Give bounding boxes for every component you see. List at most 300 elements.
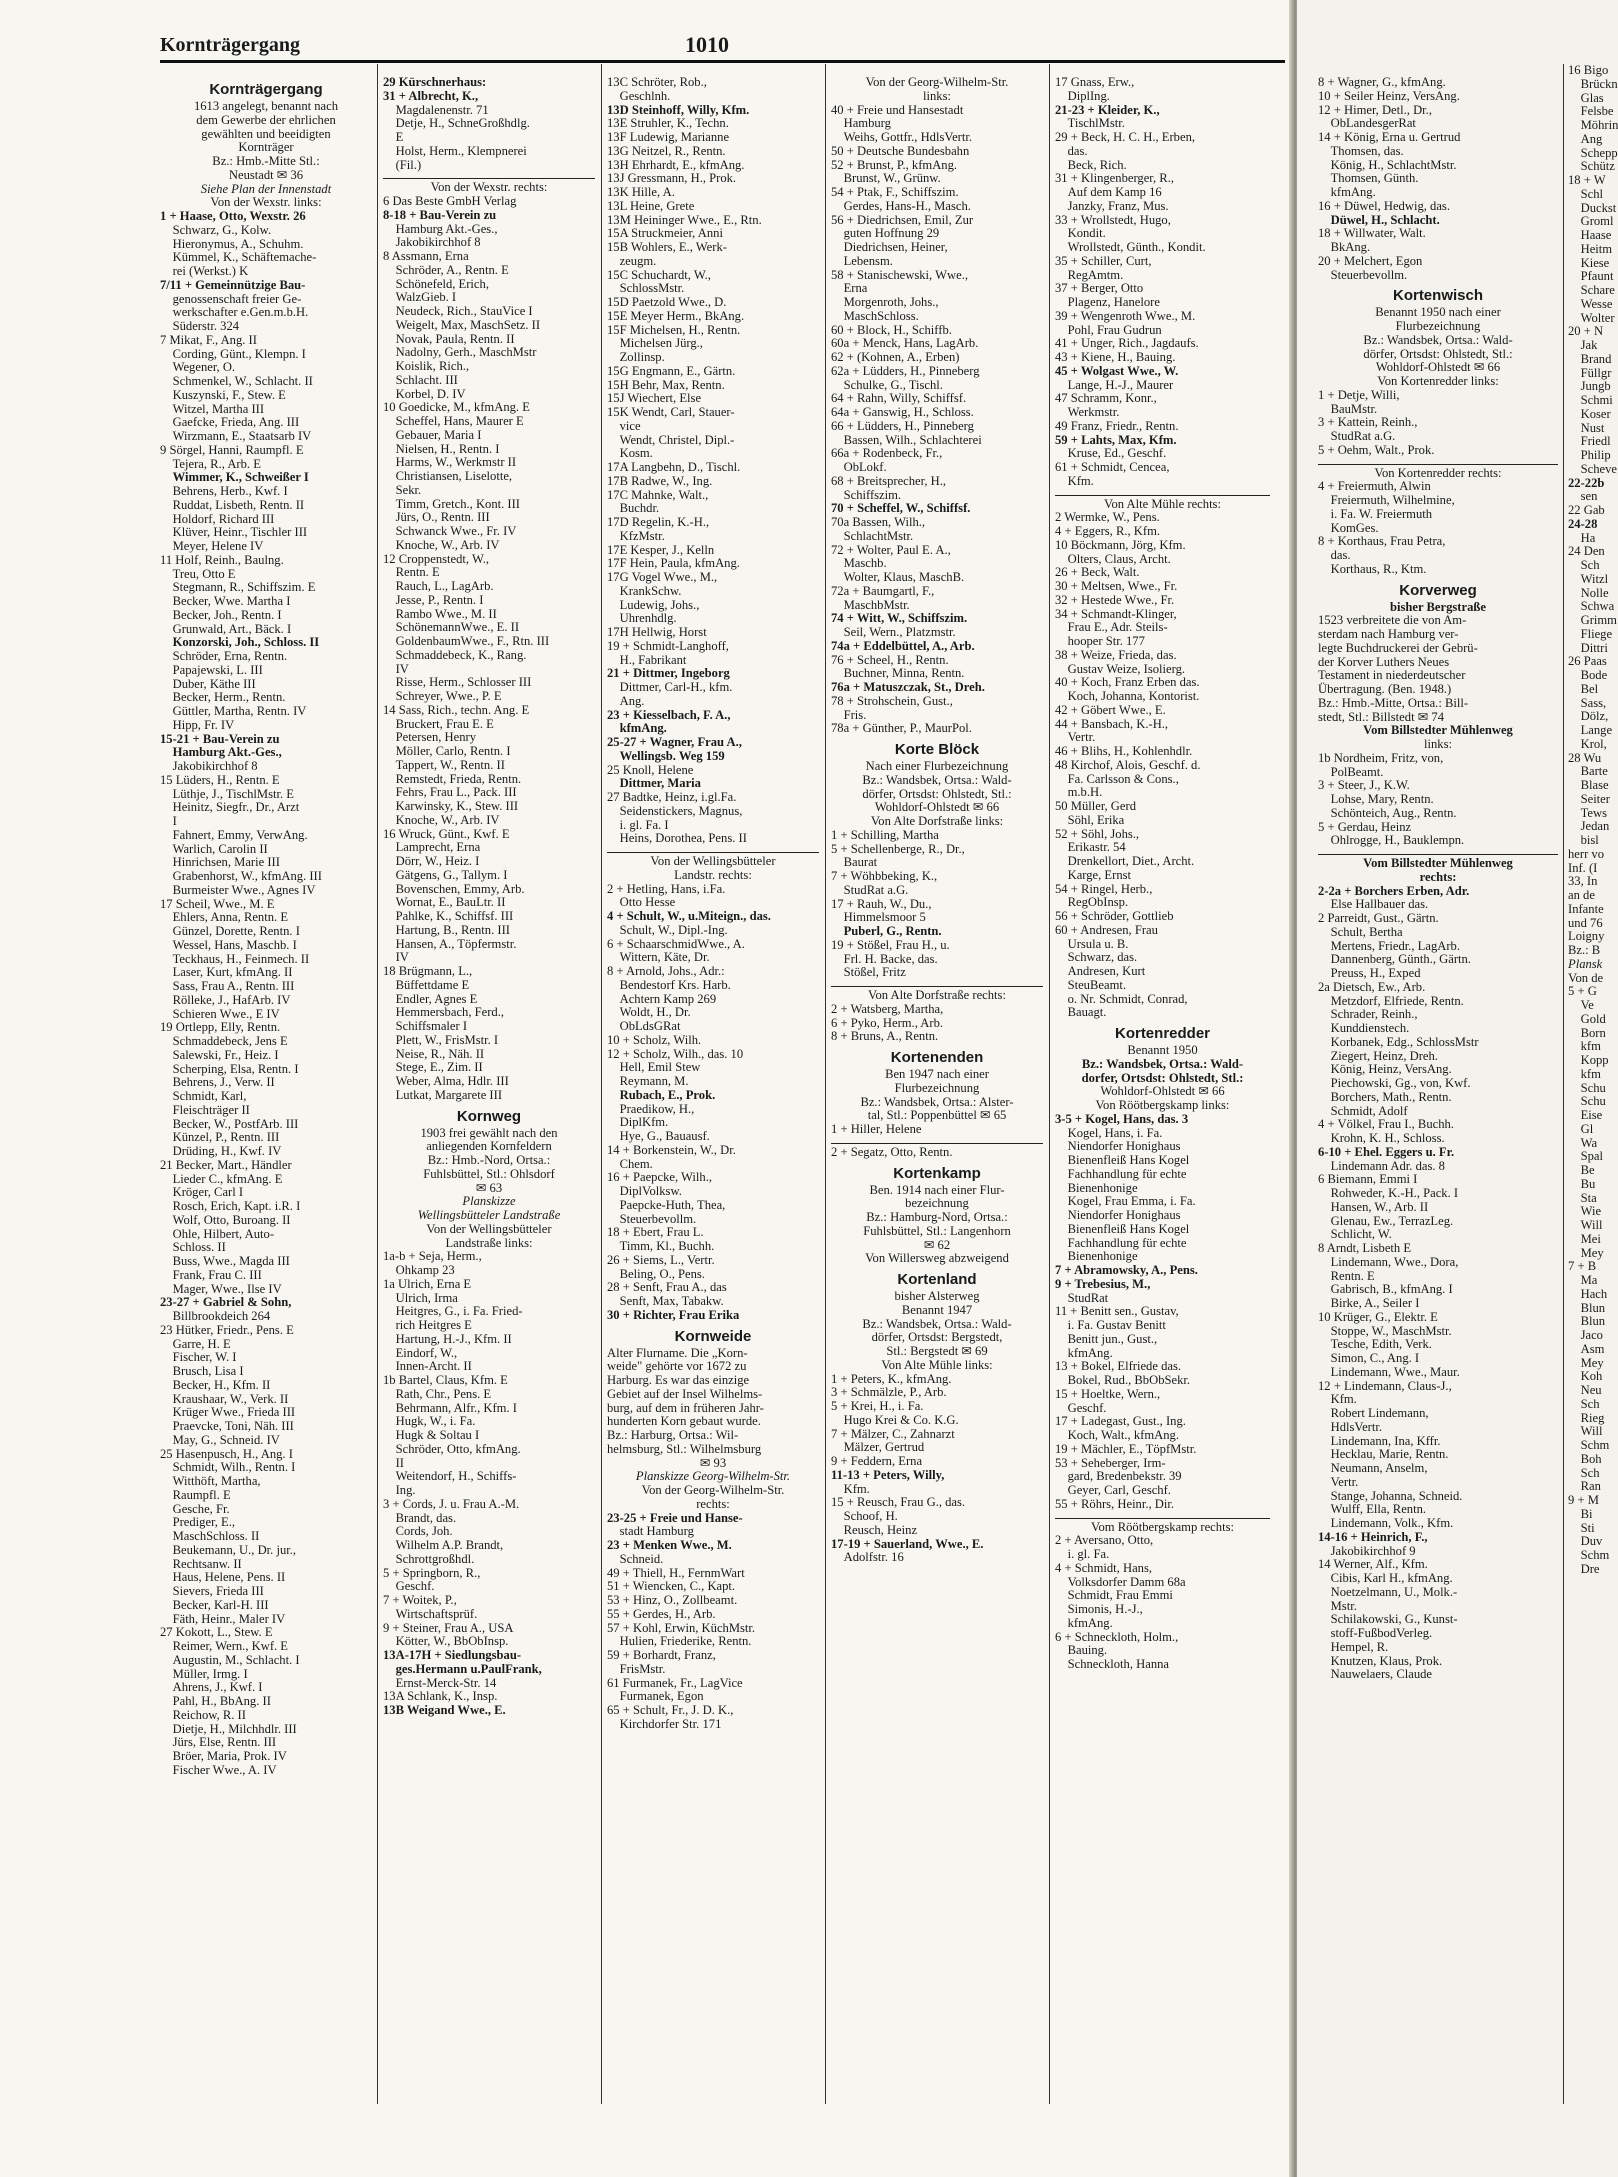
directory-entry-line: 1b Nordheim, Fritz, von, (1318, 750, 1444, 765)
directory-entry-line: 62a + Lüdders, H., Pinneberg (831, 363, 980, 378)
directory-entry-line: Wohldorf-Ohlstedt ✉ 66 (1100, 1084, 1225, 1099)
directory-entry-line: Schmidt, Karl, (160, 1089, 247, 1103)
directory-entry-line: 17 Gnass, Erw., (1055, 75, 1135, 89)
directory-entry-line: 31 + Klingenberger, R., (1055, 171, 1174, 186)
street-heading: Kortenland (897, 1271, 977, 1288)
directory-entry-line: Ben. 1914 nach einer Flur- (869, 1182, 1005, 1197)
directory-entry-line: 45 + Wolgast Wwe., W. (1055, 363, 1179, 378)
directory-entry-line: Fachhandlung für echte (1055, 1166, 1187, 1181)
directory-entry-line: 13C Schröter, Rob., (607, 75, 707, 89)
directory-entry-line: 15K Wendt, Carl, Stauer- (607, 405, 735, 419)
directory-entry-line: 23-25 + Freie und Hanse- (607, 1510, 743, 1525)
directory-entry-line: Brunst, W., Grünw. (831, 171, 941, 186)
directory-entry-line: DiplIng. (1055, 88, 1110, 103)
directory-entry-line: Novak, Paula, Rentn. II (383, 331, 515, 346)
directory-entry-line: Wolter (1568, 310, 1615, 325)
directory-entry-line: sen (1568, 489, 1598, 504)
directory-entry-line: Bienenhonige (1055, 1249, 1138, 1264)
directory-entry-line: Süderstr. 324 (160, 319, 240, 333)
directory-entry-line: Reimer, Wern., Kwf. E (160, 1639, 289, 1653)
directory-entry-line: 1 + Peters, K., kfmAng. (831, 1371, 952, 1386)
directory-entry-line: 62 + (Kohnen, A., Erben) (831, 350, 960, 364)
directory-entry-line: Rosch, Erich, Kapt. i.R. I (160, 1199, 301, 1213)
directory-entry-line: Niendorfer Honighaus (1055, 1139, 1181, 1154)
directory-entry-line: 7/11 + Gemeinnützige Bau- (160, 277, 306, 292)
directory-entry-line: Mertens, Friedr., LagArb. (1318, 938, 1460, 953)
directory-entry-line: 19 + Schmidt-Langhoff, (607, 638, 729, 653)
directory-entry-line: Brandt, das. (383, 1510, 457, 1525)
directory-entry-line: Baurat (831, 855, 878, 870)
directory-entry-line: Dannenberg, Günth., Gärtn. (1318, 952, 1471, 967)
directory-entry-line: 49 + Thiell, H., FernmWart (607, 1565, 745, 1580)
directory-entry-line: 21 Becker, Mart., Händler (160, 1157, 292, 1172)
directory-entry-line: 3 + Schmälzle, P., Arb. (831, 1385, 947, 1400)
directory-entry-line: Raumpfl. E (160, 1487, 231, 1502)
directory-entry-line: Koser (1568, 406, 1611, 421)
directory-entry-line: Uhrenhdlg. (607, 611, 677, 626)
directory-entry-line: 15C Schuchardt, W., (607, 267, 711, 282)
directory-entry-line: Erna (831, 281, 868, 296)
directory-entry-line: Von der Georg-Wilhelm-Str. (865, 75, 1009, 89)
directory-entry-line: 8 Arndt, Lisbeth E (1318, 1241, 1412, 1255)
directory-entry-line: Brusch, Lisa I (160, 1364, 244, 1378)
directory-entry-line: 40 + Freie und Hansestadt (831, 102, 964, 117)
directory-entry-line: Bokel, Rud., BbObSekr. (1055, 1373, 1191, 1387)
directory-entry-line: 1 + Detje, Willi, (1318, 387, 1400, 402)
directory-entry-line: Schlicht, W. (1318, 1227, 1392, 1242)
directory-column-3 (607, 76, 819, 2106)
directory-entry-line: Bz.: Wandsbek, Ortsa.: Wald- (1081, 1056, 1244, 1071)
directory-entry-line: IV (383, 950, 409, 965)
directory-entry-line: 52 + Söhl, Johs., (1055, 826, 1140, 841)
directory-entry-line: rei (Werkst.) K (160, 264, 249, 278)
directory-entry-line: 30 + Richter, Frau Erika (607, 1307, 740, 1322)
directory-entry-line: Konzorski, Joh., Schloss. II (160, 635, 320, 650)
directory-entry-line: 8 + Wagner, G., kfmAng. (1318, 75, 1446, 89)
directory-entry-line: 50 Müller, Gerd (1055, 799, 1136, 813)
directory-entry-line: DiplKfm. (607, 1115, 669, 1130)
directory-entry-line: Teckhaus, H., Feinmech. II (160, 951, 310, 966)
directory-entry-line: Kfm. (1055, 473, 1094, 488)
section-divider (1055, 1518, 1270, 1519)
directory-entry-line: Bi (1568, 1506, 1593, 1521)
directory-entry-line: 23-27 + Gabriel & Sohn, (160, 1295, 292, 1310)
directory-entry-line: 53 + Seheberger, Irm- (1055, 1455, 1166, 1470)
directory-entry-line: Koislik, Rich., (383, 359, 470, 373)
directory-entry-line: 1 + Hiller, Helene (831, 1122, 922, 1136)
directory-entry-line: Koch, Johanna, Kontorist. (1055, 689, 1200, 703)
directory-entry-line: Bz.: Hmb.-Mitte, Ortsa.: Bill- (1318, 695, 1469, 710)
directory-entry-line: 4 + Schult, W., u.Miteign., das. (607, 909, 771, 923)
directory-entry-line: Hartung, H.-J., Kfm. II (383, 1331, 512, 1346)
directory-entry-line: an de (1568, 888, 1595, 902)
directory-entry-line: Buchner, Minna, Rentn. (831, 666, 965, 681)
directory-entry-line: Hamburg (831, 116, 891, 131)
directory-entry-line: 7 + Woitek, P., (383, 1593, 457, 1607)
directory-entry-line: Von der Wexstr. rechts: (430, 180, 548, 195)
directory-entry-line: 14 + König, Erna u. Gertrud (1318, 130, 1461, 144)
directory-entry-line: burg, auf dem in früheren Jahr- (607, 1400, 764, 1415)
directory-entry-line: 52 + Brunst, P., kfmAng. (831, 157, 958, 172)
directory-entry-line: Sekr. (383, 482, 422, 497)
directory-entry-line: 70 + Scheffel, W., Schiffsf. (831, 501, 971, 516)
directory-entry-line: Cording, Günt., Klempn. I (160, 346, 306, 361)
directory-entry-line: i. Fa. Gustav Benitt (1055, 1318, 1166, 1332)
directory-entry-line: werkschafter e.Gen.m.b.H. (160, 305, 309, 320)
directory-entry-line: Gustav Weize, Isolierg. (1055, 661, 1186, 676)
directory-entry-line: Auf dem Kamp 16 (1055, 185, 1162, 199)
directory-entry-line: 22 Gab (1568, 503, 1605, 517)
directory-entry-line: Korbel, D. IV (383, 386, 466, 401)
directory-entry-line: 5 + Springborn, R., (383, 1565, 481, 1580)
directory-entry-line: 3 + Cords, J. u. Frau A.-M. (383, 1496, 520, 1511)
directory-entry-line: 8 + Korthaus, Frau Petra, (1318, 534, 1446, 549)
directory-entry-line: Brückn (1568, 76, 1618, 91)
directory-entry-line: Günzel, Dorette, Rentn. I (160, 924, 300, 938)
directory-entry-line: Heinitz, Siegfr., Dr., Arzt (160, 800, 300, 815)
directory-entry-line: Infante (1568, 901, 1604, 916)
directory-entry-line: 14-16 + Heinrich, F., (1318, 1529, 1428, 1544)
directory-entry-line: ObLokf. (831, 460, 887, 474)
directory-entry-line: 7 + Abramowsky, A., Pens. (1055, 1263, 1198, 1277)
directory-entry-line: Wittern, Käte, Dr. (607, 950, 710, 965)
directory-entry-line: Vertr. (1318, 1474, 1359, 1489)
directory-entry-line: 7 + B (1568, 1259, 1597, 1274)
directory-entry-line: 29 + Beck, H. C. H., Erben, (1055, 130, 1196, 144)
directory-entry-line: Von Alte Mühle rechts: (1104, 496, 1221, 511)
directory-entry-line: bisher Bergstraße (1390, 599, 1486, 614)
directory-entry-line: Becker, W., PostfArb. III (160, 1116, 299, 1131)
directory-entry-line: SchönemannWwe., E. II (383, 620, 520, 635)
directory-entry-line: MaschSchloss. (831, 308, 919, 323)
directory-entry-line: Hinrichsen, Marie III (160, 855, 280, 870)
directory-entry-line: 10 Goedicke, M., kfmAng. E (383, 400, 530, 415)
directory-entry-line: 56 + Schröder, Gottlieb (1055, 909, 1174, 923)
directory-entry-line: KfzMstr. (607, 528, 665, 543)
directory-entry-line: und 76 (1568, 915, 1603, 930)
directory-entry-line: Vom Billstedter Mühlenweg (1363, 723, 1513, 738)
directory-entry-line: 15F Michelsen, H., Rentn. (607, 322, 741, 337)
directory-entry-line: Bz.: Hmb.-Mitte Stl.: (212, 154, 320, 168)
directory-entry-line: Bz.: Wandsbek, Ortsa.: Wald- (1363, 332, 1513, 347)
directory-entry-line: Fuhlsbüttel, Stl.: Ohlsdorf (423, 1166, 555, 1181)
street-heading: Kortenenden (890, 1049, 984, 1066)
directory-entry-line: 16 Wruck, Günt., Kwf. E (383, 826, 510, 841)
directory-entry-line: Pahlke, K., Schiffsf. III (383, 909, 514, 923)
directory-entry-line: Grunwald, Art., Bäck. I (160, 621, 292, 636)
directory-entry-line: dörfer, Ortsdst: Ohlstedt, Stl.: (862, 786, 1012, 801)
directory-entry-line: 13J Gressmann, H., Prok. (607, 171, 737, 186)
directory-entry-line: Jürs, O., Rentn. III (383, 510, 490, 525)
directory-entry-line: Philip (1568, 448, 1611, 462)
directory-entry-line: Schepp (1568, 145, 1618, 160)
directory-entry-line: Fahnert, Emmy, VerwAng. (160, 827, 308, 842)
directory-entry-line: Möhrin (1568, 118, 1618, 132)
directory-entry-line: Mälzer, Gertrud (831, 1440, 925, 1455)
directory-entry-line: Lebensm. (831, 253, 893, 268)
directory-entry-line: 22-22b (1568, 475, 1605, 490)
directory-entry-line: 2 Parreidt, Gust., Gärtn. (1318, 911, 1439, 925)
directory-entry-line: 13M Heininger Wwe., E., Rtn. (607, 212, 762, 227)
directory-entry-line: Krol, (1568, 736, 1607, 751)
directory-entry-line: 1 + Haase, Otto, Wexstr. 26 (160, 209, 306, 223)
directory-entry-line: Spal (1568, 1149, 1603, 1164)
directory-entry-line: Geschf. (383, 1579, 435, 1594)
directory-entry-line: Wirtschaftsprüf. (383, 1606, 478, 1621)
section-divider (1318, 464, 1558, 465)
directory-entry-line: 7 Mikat, F., Ang. II (160, 332, 257, 347)
directory-entry-line: Lindemann, Wwe., Dora, (1318, 1254, 1459, 1269)
directory-entry-line: Timm, Kl., Buchh. (607, 1239, 715, 1253)
directory-entry-line: 17 Scheil, Wwe., M. E (160, 896, 275, 911)
directory-entry-line: 17B Radwe, W., Ing. (607, 473, 713, 488)
street-heading: Kornweg (456, 1107, 522, 1125)
directory-entry-line: Scheffel, Hans, Maurer E (383, 414, 524, 428)
directory-entry-line: Bröer, Maria, Prok. IV (160, 1749, 287, 1763)
directory-entry-line: Rölleke, J., HafArb. IV (160, 992, 291, 1007)
directory-entry-line: Lindemann Adr. das. 8 (1318, 1158, 1445, 1173)
directory-entry-line: Tappert, W., Rentn. II (383, 757, 505, 772)
directory-entry-line: Schreyer, Wwe., P. E (383, 689, 502, 703)
directory-entry-line: hunderten Korn gebaut wurde. (607, 1414, 761, 1429)
directory-entry-line: 5 + Schellenberge, R., Dr., (831, 841, 965, 856)
directory-entry-line: Mstr. (1318, 1598, 1357, 1613)
directory-entry-line: Schröder, A., Rentn. E (383, 262, 509, 277)
directory-entry-line: Morgenroth, Johs., (831, 295, 939, 309)
directory-entry-line: Kuszynski, F., Stew. E (160, 387, 286, 402)
directory-entry-line: Maschb. (831, 556, 887, 571)
section-divider (831, 1143, 1043, 1144)
directory-entry-line: Steuerbevollm. (1318, 267, 1408, 282)
directory-entry-line: 18 + Ebert, Frau L. (607, 1225, 704, 1240)
directory-entry-line: 68 + Breitsprecher, H., (831, 473, 947, 488)
directory-entry-line: Plett, W., FrisMstr. I (383, 1032, 499, 1047)
directory-entry-line: Schütz (1568, 159, 1615, 174)
directory-entry-line: Jakobikirchhof 8 (383, 235, 481, 250)
directory-entry-line: Puberl, G., Rentn. (831, 924, 942, 938)
directory-entry-line: Stößel, Fritz (831, 965, 906, 980)
directory-entry-line: Bz.: Wandsbek, Ortsa.: Wald- (862, 772, 1012, 787)
directory-entry-line: 5 + G (1568, 984, 1597, 999)
directory-entry-line: Holst, Herm., Klempnerei (383, 143, 527, 158)
directory-entry-line: Kraushaar, W., Verk. II (160, 1391, 289, 1406)
directory-entry-line: RegObInsp. (1055, 895, 1129, 910)
directory-entry-line: Achtern Kamp 269 (607, 991, 717, 1006)
directory-entry-line: Knoche, W., Arb. IV (383, 812, 500, 827)
section-divider (1055, 495, 1270, 496)
directory-entry-line: 60a + Menck, Hans, LagArb. (831, 336, 979, 351)
directory-entry-line: Fehrs, Frau L., Pack. III (383, 785, 517, 800)
directory-entry-line: 34 + Schmandt-Klinger, (1055, 606, 1177, 621)
directory-entry-line: i. gl. Fa. (1055, 1547, 1110, 1561)
directory-entry-line: Chem. (607, 1156, 653, 1171)
directory-entry-line: Hieronymus, A., Schuhm. (160, 236, 304, 251)
directory-entry-line: 9 + Trebesius, M., (1055, 1276, 1151, 1291)
directory-entry-line: 70a Bassen, Wilh., (831, 515, 926, 529)
directory-entry-line: 17H Hellwig, Horst (607, 625, 707, 639)
directory-entry-line: Wornat, E., BauLtr. II (383, 895, 506, 910)
directory-entry-line: 15 + Reusch, Frau G., das. (831, 1495, 966, 1510)
directory-entry-line: Holdorf, Richard III (160, 511, 275, 526)
directory-entry-line: Schult, W., Dipl.-Ing. (607, 922, 728, 937)
directory-entry-line: Ma (1568, 1273, 1598, 1287)
directory-entry-line: 60 + Andresen, Frau (1055, 922, 1158, 937)
directory-entry-line: Gebauer, Maria I (383, 427, 482, 442)
directory-entry-line: Dittri (1568, 640, 1608, 655)
directory-entry-line: 14 + Borkenstein, W., Dr. (607, 1142, 736, 1157)
directory-entry-line: 64 + Rahn, Willy, Schiffsf. (831, 391, 967, 406)
directory-entry-line: Friedl (1568, 434, 1611, 449)
directory-entry-line: Lindemann, Ina, Kffr. (1318, 1433, 1441, 1448)
directory-entry-line: 15B Wohlers, E., Werk- (607, 240, 727, 254)
directory-entry-line: Behrmann, Alfr., Kfm. I (383, 1400, 517, 1415)
directory-entry-line: 16 + Düwel, Hedwig, das. (1318, 198, 1450, 213)
directory-entry-line: Gerdes, Hans-H., Masch. (831, 198, 971, 213)
directory-entry-line: Barte (1568, 764, 1608, 779)
directory-entry-line: Lutkat, Margarete III (383, 1087, 503, 1102)
directory-entry-line: IV (383, 661, 409, 676)
directory-entry-line: 4 + Eggers, R., Kfm. (1055, 524, 1161, 538)
directory-entry-line: Bel (1568, 681, 1599, 696)
directory-entry-line: Seidenstickers, Magnus, (607, 803, 743, 818)
directory-entry-line: Ang (1568, 131, 1603, 146)
directory-entry-line: Born (1568, 1025, 1606, 1040)
directory-entry-line: Düwel, H., Schlacht. (1318, 212, 1440, 227)
directory-entry-line: Lindemann, Volk., Kfm. (1318, 1516, 1454, 1530)
directory-entry-line: 72a + Baumgartl, F., (831, 583, 935, 598)
directory-entry-line: dörfer, Ortsdst: Bergstedt, (871, 1330, 1003, 1345)
directory-entry-line: Ing. (383, 1483, 416, 1497)
directory-entry-line: Vom Billstedter Mühlenweg (1363, 856, 1513, 870)
directory-entry-line: 5 + Gerdau, Heinz (1318, 819, 1412, 834)
directory-entry-line: Korbanek, Edg., SchlossMstr (1318, 1034, 1479, 1049)
directory-entry-line: 17 + Rauh, W., Du., (831, 896, 932, 911)
directory-entry-line: Reichow, R. II (160, 1707, 246, 1722)
directory-entry-line: 2 Wermke, W., Pens. (1055, 510, 1160, 525)
directory-entry-line: Mey (1568, 1355, 1604, 1370)
directory-entry-line: Geschlnh. (607, 88, 671, 103)
directory-entry-line: 1523 verbreitete die von Am- (1318, 613, 1467, 628)
directory-entry-line: Vom Röötbergskamp rechts: (1091, 1519, 1234, 1534)
directory-entry-line: Jakobikirchhof 8 (160, 759, 258, 773)
directory-entry-line: Dre (1568, 1561, 1600, 1576)
street-heading: Korverweg (1399, 581, 1477, 599)
directory-entry-line: Cords, Joh. (383, 1524, 453, 1539)
directory-entry-line: Woldt, H., Dr. (607, 1005, 691, 1020)
directory-entry-line: Glas (1568, 90, 1604, 105)
directory-entry-line: BauMstr. (1318, 401, 1378, 416)
directory-entry-line: anliegenden Kornfeldern (426, 1139, 552, 1154)
directory-entry-line: 59 + Lahts, Max, Kfm. (1055, 432, 1177, 447)
directory-entry-line: Lieder C., kfmAng. E (160, 1171, 283, 1186)
directory-entry-line: Klüver, Heinr., Tischler III (160, 525, 308, 540)
directory-entry-line: Koh (1568, 1369, 1603, 1384)
directory-entry-line: Bz.: Wandsbek, Ortsa.: Alster- (860, 1094, 1014, 1109)
directory-entry-line: Prediger, E., (160, 1515, 236, 1530)
directory-entry-line: Benannt 1950 nach einer (1375, 305, 1501, 320)
directory-entry-line: MaschbMstr. (831, 597, 910, 612)
directory-entry-line: Mager, Wwe., Ilse IV (160, 1281, 282, 1296)
directory-entry-line: Wolf, Otto, Buroang. II (160, 1212, 291, 1227)
directory-entry-line: Gätgens, G., Tallym. I (383, 867, 508, 882)
directory-entry-line: Schmaddebeck, Jens E (160, 1034, 288, 1048)
directory-entry-line: 27 Badtke, Heinz, i.gl.Fa. (607, 790, 737, 804)
directory-entry-line: Kümmel, K., Schäftemache- (160, 250, 317, 265)
directory-entry-line: SchlossMstr. (607, 281, 685, 296)
directory-entry-line: Scheve (1568, 461, 1617, 476)
directory-entry-line: helmsburg, Stl.: Wilhelmsburg (607, 1441, 762, 1456)
directory-entry-line: Ohle, Hilbert, Auto- (160, 1226, 275, 1241)
directory-entry-line: das. (1055, 143, 1088, 158)
directory-entry-line: BkAng. (1318, 240, 1371, 254)
directory-entry-line: 6 + Pyko, Herm., Arb. (831, 1015, 944, 1030)
directory-entry-line: Preuss, H., Exped (1318, 966, 1421, 980)
directory-entry-line: Andresen, Kurt (1055, 964, 1146, 978)
directory-entry-line: Mei (1568, 1231, 1601, 1246)
directory-entry-line: 51 + Wiencken, C., Kapt. (607, 1579, 736, 1594)
directory-entry-line: Sch (1568, 1465, 1600, 1480)
directory-entry-line: Hell, Emil Stew (607, 1060, 701, 1075)
directory-entry-line: Schneckloth, Hanna (1055, 1657, 1170, 1671)
directory-entry-line: Jedan (1568, 819, 1610, 834)
directory-entry-line: 1903 frei gewählt nach den (420, 1125, 558, 1140)
directory-entry-line: 60 + Block, H., Schiffb. (831, 322, 952, 337)
directory-column-4 (831, 76, 1043, 2106)
directory-entry-line: Else Hallbauer das. (1318, 897, 1429, 912)
directory-column-1 (160, 76, 372, 2106)
directory-entry-line: Timm, Gretch., Kont. III (383, 496, 521, 511)
directory-entry-line: 54 + Ptak, F., Schiffszim. (831, 185, 959, 199)
directory-entry-line: herr vo (1568, 846, 1605, 861)
directory-entry-line: Duckst (1568, 200, 1617, 215)
directory-entry-line: Fischer Wwe., A. IV (160, 1762, 277, 1777)
directory-entry-line: Duber, Käthe III (160, 676, 256, 691)
directory-entry-line: WalzGieb. I (383, 290, 457, 305)
directory-entry-line: Gl (1568, 1121, 1594, 1136)
directory-entry-line: Haus, Helene, Pens. II (160, 1570, 286, 1585)
directory-entry-line: Paepcke-Huth, Thea, (607, 1197, 726, 1212)
directory-entry-line: 17E Kesper, J., Kelln (607, 542, 715, 557)
directory-entry-line: Dittmer, Carl-H., kfm. (607, 680, 733, 694)
directory-entry-line: Janzky, Franz, Mus. (1055, 198, 1169, 213)
directory-entry-line: Von der Wellingsbütteler (650, 854, 776, 868)
directory-entry-line: Dietje, H., Milchhdlr. III (160, 1721, 297, 1736)
directory-entry-line: 13K Hille, A. (607, 185, 675, 199)
directory-entry-line: Nust (1568, 420, 1605, 435)
directory-entry-line: Christiansen, Liselotte, (383, 469, 513, 483)
directory-entry-line: 9 Sörgel, Hanni, Raumpfl. E (160, 442, 304, 457)
directory-entry-line: Otto Hesse (607, 895, 676, 910)
directory-entry-line: Borchers, Math., Rentn. (1318, 1089, 1452, 1104)
street-heading: Kortenwisch (1392, 287, 1483, 305)
directory-entry-line: Wessel, Hans, Maschb. I (160, 937, 297, 952)
directory-entry-line: Grimm (1568, 613, 1617, 627)
directory-entry-line: Inf. (I (1568, 860, 1598, 875)
directory-entry-line: Niendorfer Honighaus (1055, 1208, 1181, 1222)
directory-entry-line: dem Gewerbe der ehrlichen (196, 112, 336, 127)
directory-entry-line: Landstraße links: (445, 1235, 533, 1250)
directory-entry-line: Schwarz, G., Kolw. (160, 222, 272, 237)
directory-entry-line: 16 + Paepcke, Wilh., (607, 1170, 712, 1185)
directory-entry-line: Gabrisch, B., kfmAng. I (1318, 1282, 1453, 1297)
directory-entry-line: Behrens, J., Verw. II (160, 1075, 275, 1090)
directory-entry-line: Wegener, O. (160, 360, 236, 375)
directory-entry-line: 13F Ludewig, Marianne (607, 130, 730, 144)
directory-entry-line: Furmanek, Egon (607, 1689, 704, 1704)
directory-entry-line: Brand (1568, 351, 1612, 366)
directory-entry-line: Karge, Ernst (1055, 867, 1132, 882)
directory-entry-line: Hamburg Akt.-Ges., (383, 221, 498, 236)
